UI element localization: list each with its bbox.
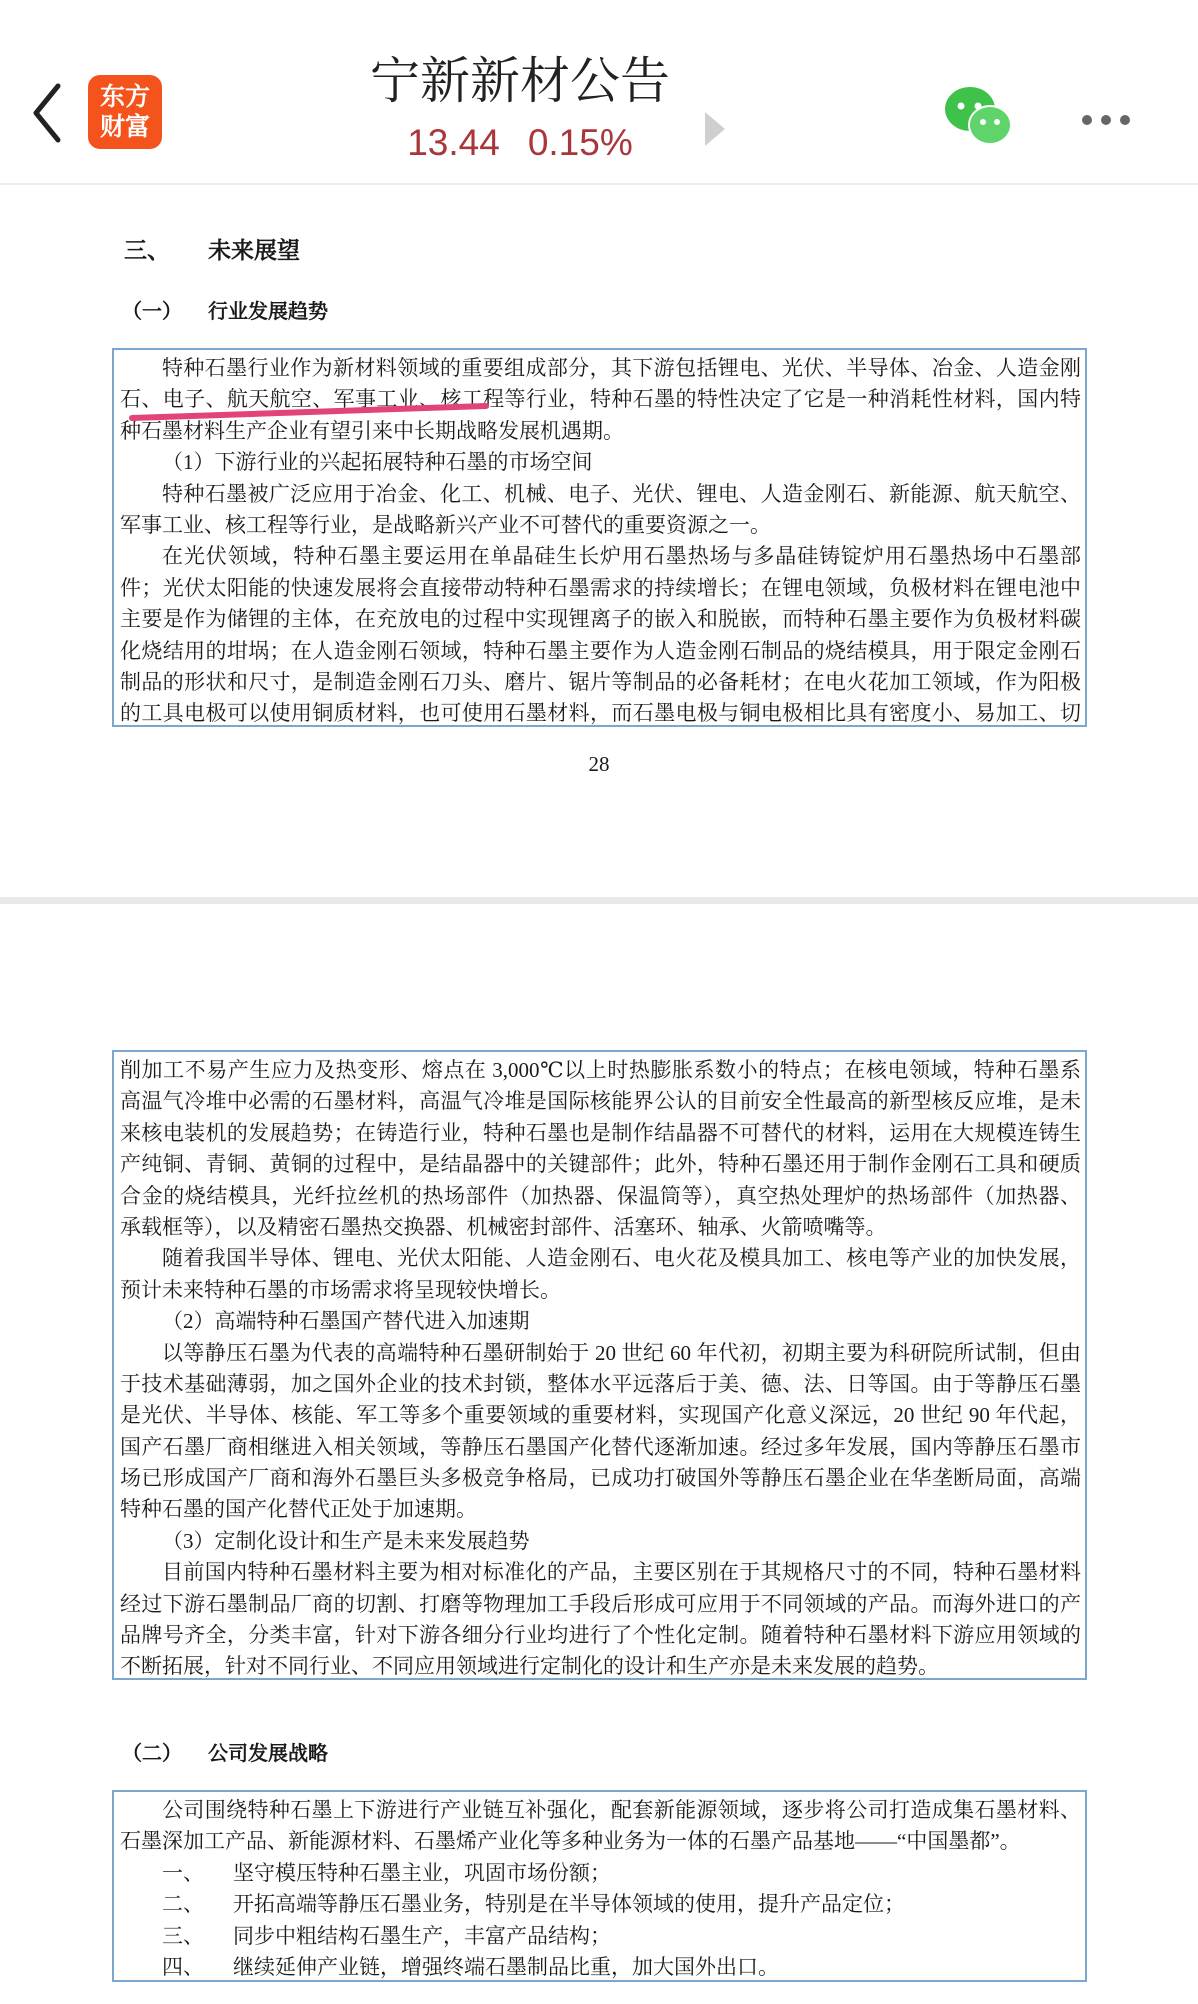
section-number: 三、	[124, 238, 170, 263]
list-item-number: 一、	[162, 1860, 204, 1885]
paragraph-line: 特种石墨的国产化替代正处于加速期。	[120, 1497, 477, 1522]
paragraph-line: 国产石墨厂商相继进入相关领域，等静压石墨国产化替代逐渐加速。经过多年发展，国内等静压石墨市	[120, 1434, 1081, 1459]
red-highlight-underline	[120, 396, 500, 426]
paragraph-line: 于技术基础薄弱，加之国外企业的技术封锁，整体水平远落后于美、德、法、日等国。由于等静压石墨	[120, 1371, 1081, 1396]
logo-text-line2: 财富	[99, 113, 150, 141]
paragraph-line: 高温气冷堆中必需的石墨材料，高温气冷堆是国际核能界公认的目前安全性最高的新型核反应堆，是未	[120, 1089, 1081, 1114]
paragraph-line: 件；光伏太阳能的快速发展将会直接带动特种石墨需求的持续增长；在锂电领域，负极材料在锂电池中	[120, 575, 1081, 600]
paragraph-line: 预计未来特种石墨的市场需求将呈现较快增长。	[120, 1277, 561, 1302]
play-triangle-icon[interactable]	[705, 112, 725, 146]
strategy-list-item	[120, 1858, 1081, 1889]
paragraph-line: 目前国内特种石墨材料主要为相对标准化的产品，主要区别在于其规格尺寸的不同，特种石墨材料	[162, 1560, 1081, 1585]
paragraph-line: 特种石墨行业作为新材料领域的重要组成部分，其下游包括锂电、光伏、半导体、冶金、人造金刚	[162, 356, 1081, 380]
subsection1-title: 行业发展趋势	[208, 301, 328, 323]
strategy-list-item	[120, 1952, 1081, 1983]
paragraph-line: 场已形成国产厂商和海外石墨巨头多极竞争格局，已成功打破国外等静压石墨企业在华垄断局面，高端	[120, 1466, 1081, 1491]
paragraph-line: 以等静压石墨为代表的高端特种石墨研制始于 20 世纪 60 年代初，初期主要为科研院所试制，但由	[162, 1340, 1081, 1365]
subsection2-title: 公司发展战略	[208, 1743, 328, 1765]
paragraph-line: 随着我国半导体、锂电、光伏太阳能、人造金刚石、电火花及模具加工、核电等产业的加快发展，	[162, 1246, 1081, 1271]
paragraph-line: 主要是作为储锂的主体，在充放电的过程中实现锂离子的嵌入和脱嵌，而特种石墨主要作为负极材料碳	[120, 607, 1081, 632]
paragraph-line: （1）下游行业的兴起拓展特种石墨的市场空间	[162, 450, 593, 475]
paragraph-line: 制品的形状和尺寸，是制造金刚石刀头、磨片、锯片等制品的必备耗材；在电火花加工领域，作为阳极	[120, 669, 1081, 694]
paragraph-line: 在光伏领域，特种石墨主要运用在单晶硅生长炉用石墨热场与多晶硅铸锭炉用石墨热场中石墨部	[162, 544, 1081, 569]
list-item-text: 开拓高端等静压石墨业务，特别是在半导体领域的使用，提升产品定位；	[233, 1892, 905, 1917]
list-item-text: 继续延伸产业链，增强终端石墨制品比重，加大国外出口。	[233, 1954, 779, 1979]
app-logo[interactable]	[88, 75, 162, 149]
wechat-share-icon[interactable]	[942, 82, 1014, 152]
page-number: 28	[588, 752, 610, 776]
paragraph-line: 产纯铜、青铜、黄铜的过程中，是结晶器中的关键部件；此外，特种石墨还用于制作金刚石工具和硬质	[120, 1152, 1081, 1177]
paragraph-line: 公司围绕特种石墨上下游进行产业链互补强化，配套新能源领域，逐步将公司打造成集石墨材料、	[162, 1798, 1081, 1822]
list-item-text: 同步中粗结构石墨生产，丰富产品结构；	[233, 1923, 611, 1948]
list-item-number: 二、	[162, 1892, 204, 1917]
paragraph-line: 合金的烧结模具，光纤拉丝机的热场部件（加热器、保温筒等），真空热处理炉的热场部件（加热器、	[120, 1183, 1081, 1208]
logo-text-line1: 东方	[99, 83, 150, 111]
stock-price: 13.44	[407, 122, 500, 163]
text-box-industry-trends-continued	[112, 1050, 1087, 1680]
paragraph-line: （3）定制化设计和生产是未来发展趋势	[162, 1528, 530, 1553]
paragraph-line: （2）高端特种石墨国产替代进入加速期	[162, 1309, 530, 1334]
paragraph-line: 化烧结用的坩埚；在人造金刚石领域，特种石墨主要作为人造金刚石制品的烧结模具，用于限定金刚石	[120, 638, 1081, 663]
paragraph-line: 来核电装机的发展趋势；在铸造行业，特种石墨也是制作结晶器不可替代的材料，运用在大规模连铸生	[120, 1120, 1081, 1145]
subsection2-number: （二）	[122, 1743, 182, 1765]
stock-quote	[320, 122, 720, 164]
paragraph-line: 石墨深加工产品、新能源材料、石墨烯产业化等多种业务为一体的石墨产品基地——“中国墨都”。	[120, 1829, 1021, 1854]
subsection1-number: （一）	[122, 301, 182, 323]
paragraph-line: 经过下游石墨制品厂商的切割、打磨等物理加工手段后形成可应用于不同领域的产品。而海外进口的产	[120, 1591, 1081, 1616]
text-box-company-strategy	[112, 1790, 1087, 1982]
paragraph-line: 品牌号齐全，分类丰富，针对下游各细分行业均进行了个性化定制。随着特种石墨材料下游应用领域的	[120, 1623, 1081, 1648]
paragraph-line: 是光伏、半导体、核能、军工等多个重要领域的重要材料，实现国产化意义深远，20 世纪 90 年代起，	[120, 1403, 1081, 1428]
paragraph-line: 不断拓展，针对不同行业、不同应用领域进行定制化的设计和生产亦是未来发展的趋势。	[120, 1654, 939, 1679]
paragraph-line: 的工具电极可以使用铜质材料，也可使用石墨材料，而石墨电极与铜电极相比具有密度小、易加工、切	[120, 701, 1081, 726]
strategy-list-item	[120, 1889, 1081, 1920]
page-divider	[0, 897, 1198, 904]
list-item-number: 四、	[162, 1954, 204, 1979]
more-options-icon[interactable]	[1082, 112, 1144, 132]
paragraph-line: 军事工业、核工程等行业，是战略新兴产业不可替代的重要资源之一。	[120, 512, 771, 537]
status-bar	[0, 0, 1198, 20]
back-arrow-icon[interactable]	[28, 78, 68, 148]
paragraph-line: 削加工不易产生应力及热变形、熔点在 3,000℃以上时热膨胀系数小的特点；在核电领域，特种石墨系	[120, 1058, 1081, 1082]
paragraph-line: 石、电子、航天航空、军事工业、核工程等行业，特种石墨的特性决定了它是一种消耗性材料，国内特	[120, 387, 1081, 412]
section-title: 未来展望	[208, 238, 300, 263]
paragraph-line: 特种石墨被广泛应用于冶金、化工、机械、电子、光伏、锂电、人造金刚石、新能源、航天航空、	[162, 481, 1081, 506]
stock-change: 0.15%	[527, 122, 633, 163]
page-title: 宁新新材公告	[370, 53, 670, 109]
paragraph-line: 种石墨材料生产企业有望引来中长期战略发展机遇期。	[120, 418, 624, 443]
nav-bar	[0, 20, 1198, 185]
list-item-number: 三、	[162, 1923, 204, 1948]
list-item-text: 坚守模压特种石墨主业，巩固市场份额；	[233, 1860, 611, 1885]
strategy-list-item	[120, 1921, 1081, 1952]
paragraph-line: 承载框等），以及精密石墨热交换器、机械密封部件、活塞环、轴承、火箭喷嘴等。	[120, 1214, 887, 1239]
